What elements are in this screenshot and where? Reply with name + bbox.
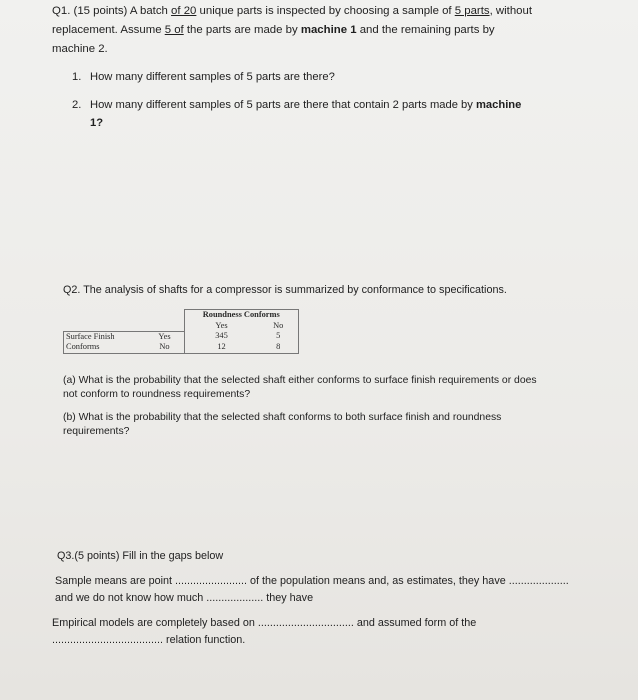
q3-title: Q3.(5 points) Fill in the gaps below [57, 550, 224, 562]
q1-machine1-bold: machine 1 [300, 24, 357, 36]
item-text: How many different samples of 5 parts are there that contain 2 parts made by [90, 99, 476, 111]
table-row-label: Conforms [64, 342, 146, 353]
q2-b-line-1: (b) What is the probability that the selected shaft conforms to both surface finish and roundness [63, 412, 502, 423]
q1-item-2-continuation [90, 114, 103, 132]
q3-text: Sample means are point [55, 575, 176, 587]
q1-text: and the remaining parts by [356, 24, 495, 36]
fill-blank[interactable]: ................... [206, 592, 264, 604]
q2-part-b [63, 411, 501, 438]
item-text-bold: 1? [90, 117, 104, 129]
conformance-table [63, 309, 299, 354]
fill-blank[interactable]: ........................ [175, 575, 248, 587]
table-row-label: Surface Finish [64, 331, 146, 342]
table-cell: 5 [259, 331, 299, 342]
q3-text: relation function. [163, 634, 246, 646]
table-group-header: Roundness Conforms [184, 310, 299, 321]
q3-sentence-4 [52, 632, 245, 648]
q3-sentence-3 [52, 615, 476, 631]
question-1 [52, 2, 612, 59]
q3-text: of the population means and, as estimates, they have [247, 575, 509, 587]
item-number: 1. [72, 71, 82, 83]
q1-text: unique parts is inspected by choosing a sample of [196, 5, 455, 17]
table-cell: 12 [184, 342, 259, 353]
item-number: 2. [72, 99, 82, 111]
q1-item-2 [72, 96, 521, 114]
q1-line-1 [52, 2, 612, 21]
q3-sentence-2 [55, 590, 313, 606]
q1-text: , without [489, 5, 532, 17]
table-col-yes: Yes [184, 321, 259, 332]
table-col-no: No [259, 321, 299, 332]
q1-text: the parts are made by [183, 24, 301, 36]
q3-text: Empirical models are completely based on [52, 617, 258, 629]
q2-a-line-2: not conform to roundness requirements? [63, 388, 251, 400]
q2-part-a [63, 374, 537, 401]
q2-b-line-2: requirements? [63, 425, 130, 437]
q3-text: they have [263, 592, 314, 604]
q3-text: and assumed form of the [353, 617, 477, 629]
fill-blank[interactable]: .................... [508, 575, 569, 587]
table-cell: 345 [184, 331, 259, 342]
q1-item-1 [72, 68, 335, 86]
table-row-yes-label: Yes [146, 331, 185, 342]
table-blank [64, 321, 146, 332]
q3-text: and we do not know how much [55, 592, 207, 604]
fill-blank[interactable]: ................................ [257, 617, 354, 629]
q1-underlined-of20: of 20 [171, 5, 197, 17]
q1-line-2 [52, 21, 612, 40]
q1-text: replacement. Assume [52, 24, 165, 36]
table-row-no-label: No [146, 342, 185, 353]
q2-title: Q2. The analysis of shafts for a compressor is summarized by conformance to specifications. [63, 284, 507, 296]
table-blank [64, 310, 146, 321]
fill-blank[interactable]: ..................................... [52, 634, 163, 646]
q1-line-3: machine 2. [52, 43, 108, 55]
table-cell: 8 [259, 342, 299, 353]
q1-underlined-5of: 5 of [164, 24, 184, 36]
table-blank [146, 310, 185, 321]
q2-a-line-1: (a) What is the probability that the selected shaft either conforms to surface finish requirements or does [63, 375, 537, 386]
item-text-bold: machine [475, 99, 522, 111]
table-blank [146, 321, 185, 332]
q1-underlined-5parts: 5 parts [454, 5, 490, 17]
q1-text: Q1. (15 points) A batch [52, 5, 172, 17]
item-text: How many different samples of 5 parts are there? [90, 71, 335, 83]
q3-sentence-1 [55, 573, 569, 589]
